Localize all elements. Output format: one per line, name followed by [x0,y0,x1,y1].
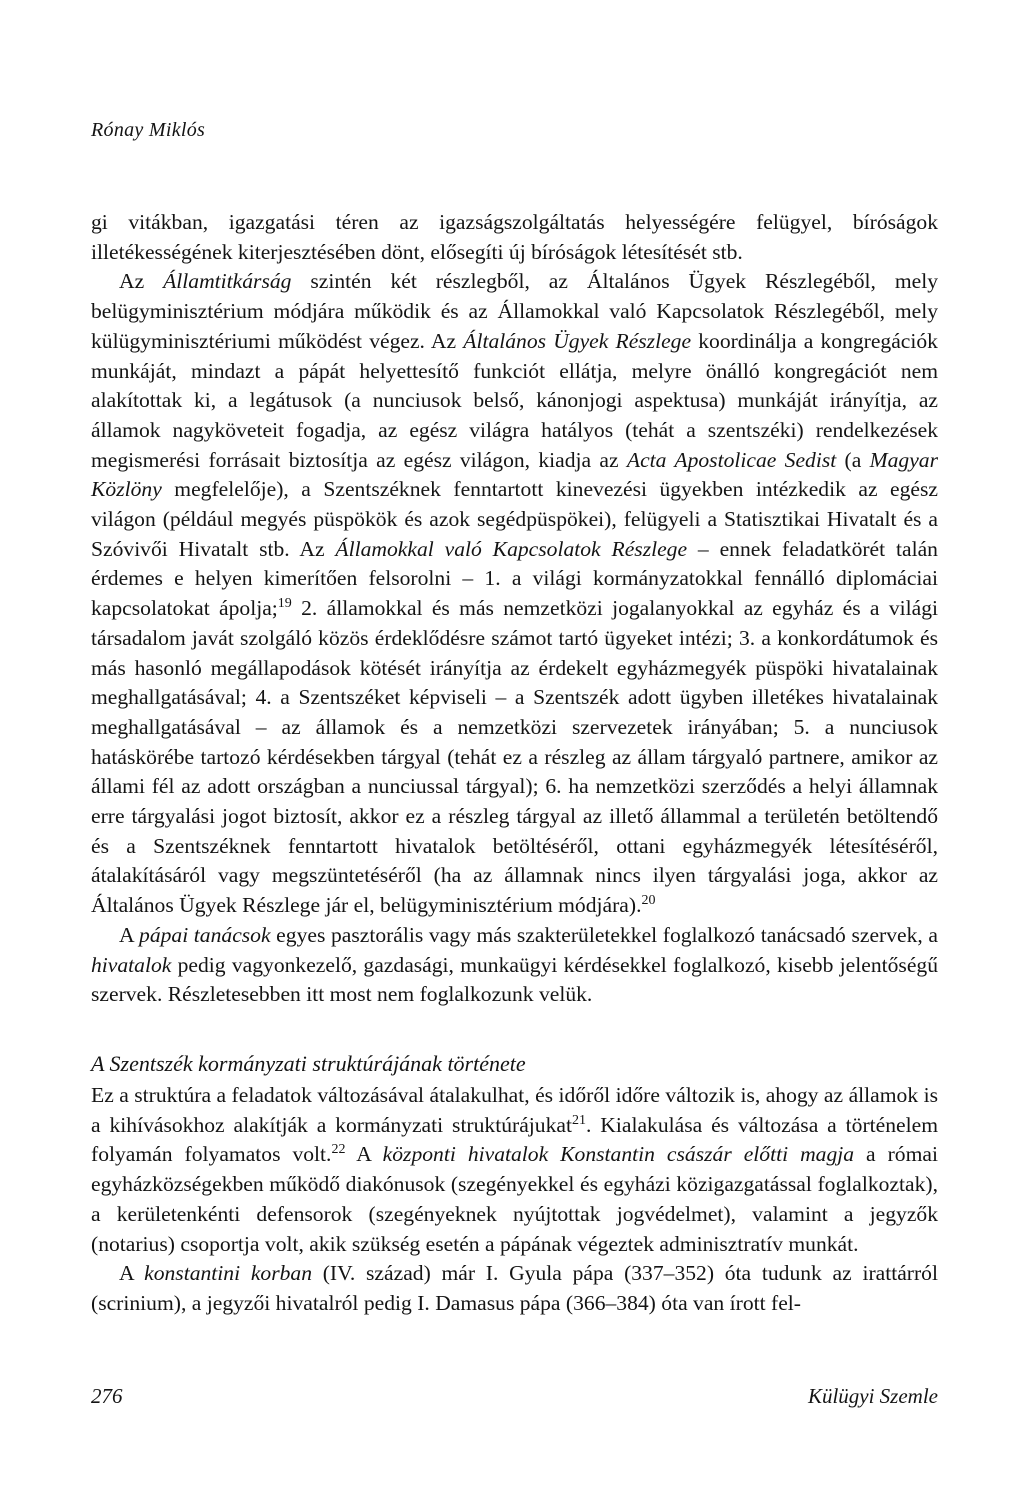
page-number: 276 [91,1384,123,1408]
body-text [91,208,938,1010]
term-papai-tanacsok: pápai tanácsok [139,922,271,947]
footnote-ref-22: 22 [331,1142,346,1158]
paragraph-1: gi vitákban, igazgatási téren az igazságszolgáltatás helyességére felügyel, bíróságok illetékességének kiterjesztésében dönt, elősegíti új bíróságok létesítését stb. Az Államtitkárság szintén két részlegből, az Általános Ügyek Részlegéből, mely belügyminisztérium módjára működik és az Államokkal való Kapcsolatok Részlegéből, mely külügyminisztériumi működést végez. Az Általános Ügyek Részlege koordinálja a kongregációk munkáját, mindazt a pápát helyettesítő funkciót ellátja, melyre önálló kongregációt nem alakítottak ki, a legátusok (a nunciusok belső, kánonjogi aspektusa) munkáját irányítja, az államok nagyköveteit fogadja, az egész világra hatályos (tehát a szentszéki) rendelkezések megismerési forrásait biztosítja az egész világon, kiadja az Acta Apostolicae Sedist (a Magyar Közlöny megfelelője), a Szentszéknek fenntartott kinevezési ügyekben intézkedik az egész világon (például megyés püspökök és azok segédpüspökei), felügyeli a Statisztikai Hivatalt és a Szóvivői Hivatalt stb. Az Államokkal való Kapcsolatok Részlege – ennek feladatkörét talán érdemes e helyen kimerítően felsorolni – 1. a világi kormányzatokkal fennálló diplomáciai kapcsolatokat ápolja;$^{19}$ 2. államokkal és más nemzetközi jogalanyokkal az egyház és a világi társadalom javát szolgáló közös érdeklődésre számot tartó ügyeket intézi; 3. a konkordátumok és más hasonló megállapodások kötését irányítja az érdekelt egyházmegyék püspöki hivatalainak meghallgatásával; 4. a Szentszéket képviseli – a Szentszék adott ügyben illetékes hivatalainak meghallgatásával – az államok és a nemzetközi szervezetek irányában; 5. a nunciusok hatáskörébe tartozó kérdésekben tárgyal (tehát ez a részleg az állam tárgyaló partnere, amikor az állami fél az adott országban a nunciussal tárgyal); 6. ha nemzetközi szerződés a helyi államnak erre tárgyalási jogot biztosít, akkor ez a részleg tárgyal az illető állammal a területén betöltendő és a Szentszéknek fenntartott hivatalok betöltéséről, ottani egyházmegyék létesítéséről, átalakításáról vagy megszüntetéséről (ha az államnak nincs ilyen tárgyalási joga, akkor az Általános Ügyek Részlege jár el, belügyminisztérium módjára).$^{20}$ [91,210,938,918]
term-acta-apostolicae-sedis: Acta Apostolicae Sedist [626,447,837,472]
term-konstantini-korban: konstantini korban [144,1261,312,1286]
term-hivatalok: hivatalok [91,952,172,977]
paragraph-2: A pápai tanácsok egyes pasztorális vagy más szakterületekkel foglalkozó tanácsadó szervek, a hivatalok pedig vagyonkezelő, gazdasági, munkaügyi kérdésekkel foglalkozó, kisebb jelentőségű szervek. Részletesebben itt most nem foglalkozunk velük. [91,922,938,1007]
term-allamtitkarsag: Államtitkárság [163,269,292,294]
term-kozponti-hivatalok: központi hivatalok Konstantin császár előtti magja [382,1142,855,1167]
footnote-ref-21: 21 [571,1112,586,1128]
journal-title: Külügyi Szemle [807,1384,938,1408]
paragraph-continuation: gi vitákban, igazgatási téren az igazságszolgáltatás helyességére felügyel, bíróságok illetékességének kiterjesztésében dönt, elősegíti új bíróságok létesítését stb. [91,210,938,264]
section-paragraph-2: A konstantini korban (IV. század) már I. Gyula pápa (337–352) óta tudunk az irattárról (scrinium), a jegyzői hivatalról pedig I. Damasus pápa (366–384) óta van írott fel- [91,1261,938,1315]
footnote-ref-20: 20 [641,893,656,909]
term-allamokkal-valo-kapcsolatok: Államokkal való Kapcsolatok Részlege [335,536,688,561]
term-magyar-kozlony: Magyar Közlöny [91,447,938,502]
footnote-ref-19: 19 [277,596,292,612]
section-body [91,1081,938,1319]
term-altalanos-ugyek-reszlege: Általános Ügyek Részlege [463,328,692,353]
running-head-author: Rónay Miklós [91,119,206,141]
section-paragraph-1: Ez a struktúra a feladatok változásával átalakulhat, és időről időre változik is, ahogy az államok is a kihívásokhoz alakítják a kormányzati struktúrájukat$^{21}$. Kialakulása és változása a történelem folyamán folyamatos volt.$^{22}$ A központi hivatalok Konstantin császár előtti magja a római egyházközségekben működő diakónusok (szegényekkel és egyházi közigazgatással foglalkoztak), a kerületenkénti defensorok (szegényeknek nyújtottak jogvédelmet), valamint a jegyzők (notarius) csoportja volt, akik szükség esetén a pápának végeztek adminisztratív munkát. [91,1083,938,1256]
section-heading: A Szentszék kormányzati struktúrájának története [91,1051,526,1076]
